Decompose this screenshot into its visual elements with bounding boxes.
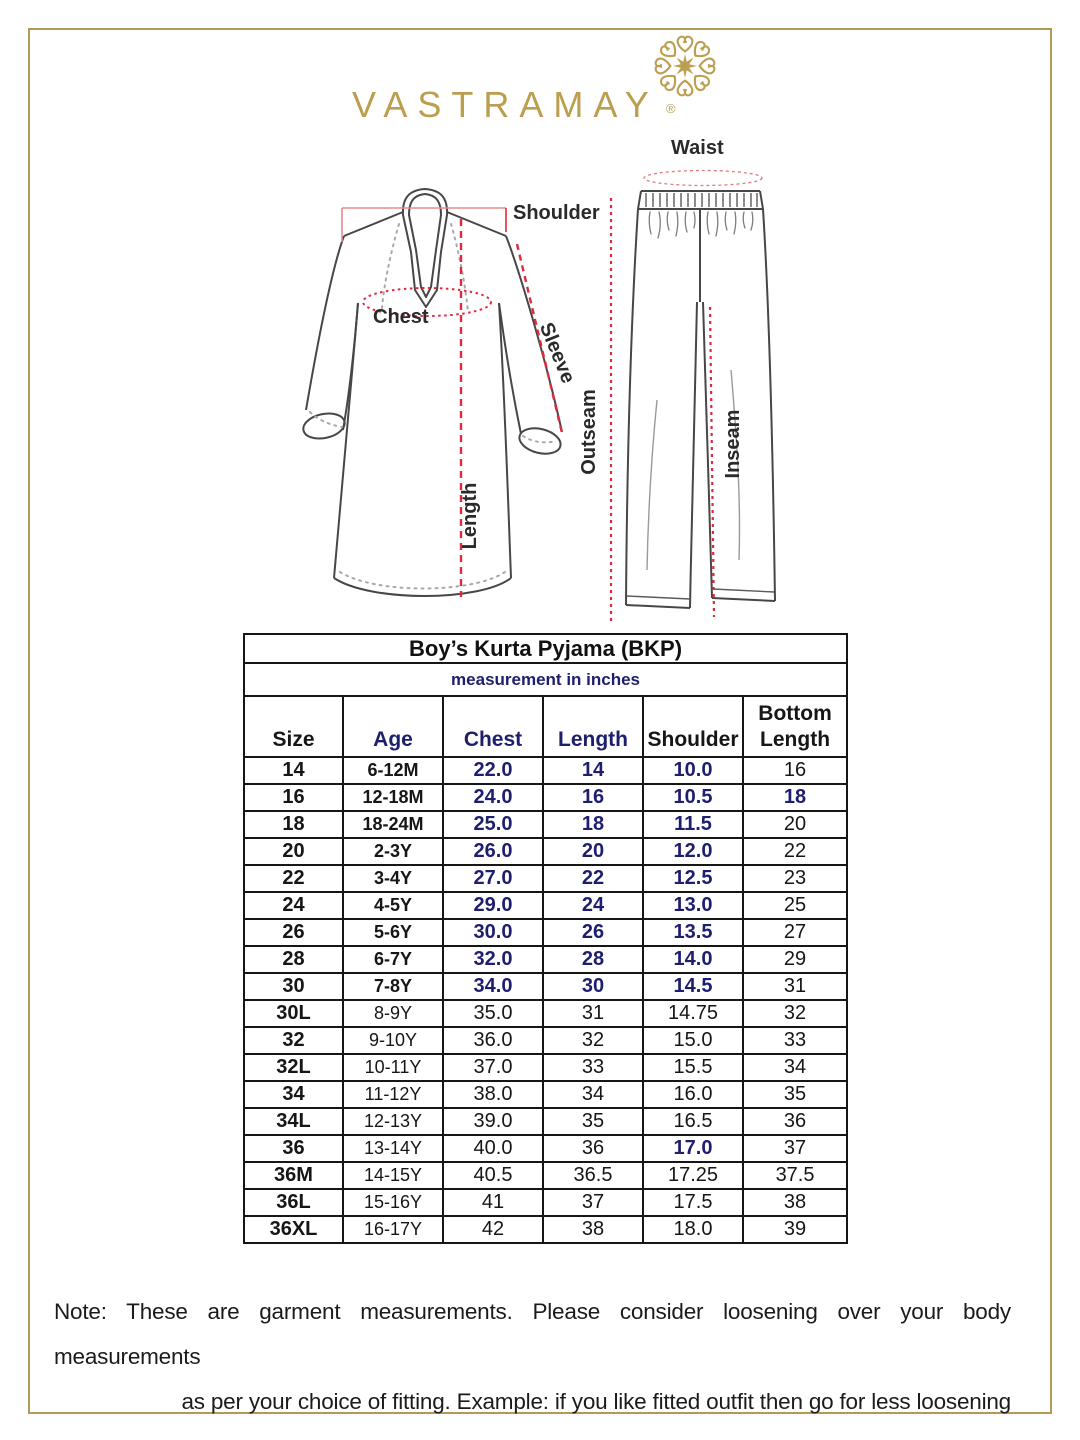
table-cell: 14.75: [643, 1000, 743, 1027]
table-cell: 17.0: [643, 1135, 743, 1162]
table-cell: 12-13Y: [343, 1108, 443, 1135]
table-row: [244, 1054, 847, 1081]
table-cell: 14.5: [643, 973, 743, 1000]
length-label: Length: [459, 482, 481, 550]
table-cell: 26: [543, 919, 643, 946]
table-cell: 36: [244, 1135, 343, 1162]
table-row: [244, 1135, 847, 1162]
table-cell: 38: [543, 1216, 643, 1243]
table-cell: 17.25: [643, 1162, 743, 1189]
table-cell: 13.5: [643, 919, 743, 946]
table-cell: 18-24M: [343, 811, 443, 838]
column-header: Chest: [443, 696, 543, 757]
table-row: [244, 784, 847, 811]
table-subtitle: measurement in inches: [244, 663, 847, 696]
table-cell: 35.0: [443, 1000, 543, 1027]
inseam-label: Inseam: [722, 409, 744, 479]
table-cell: 16: [244, 784, 343, 811]
table-row: [244, 1000, 847, 1027]
table-cell: 16: [743, 757, 847, 784]
table-cell: 37: [543, 1189, 643, 1216]
table-cell: 36M: [244, 1162, 343, 1189]
table-row: [244, 865, 847, 892]
table-cell: 36.5: [543, 1162, 643, 1189]
table-cell: 29: [743, 946, 847, 973]
table-cell: 24: [244, 892, 343, 919]
table-cell: 30: [244, 973, 343, 1000]
table-cell: 22: [543, 865, 643, 892]
table-cell: 12.5: [643, 865, 743, 892]
size-chart-table: [243, 633, 848, 1244]
table-cell: 26: [244, 919, 343, 946]
table-cell: 6-12M: [343, 757, 443, 784]
chest-label: Chest: [373, 306, 429, 328]
table-cell: 39.0: [443, 1108, 543, 1135]
brand-mandala-icon: [646, 33, 724, 99]
table-cell: 10-11Y: [343, 1054, 443, 1081]
table-cell: 14: [543, 757, 643, 784]
table-cell: 31: [743, 973, 847, 1000]
table-cell: 20: [743, 811, 847, 838]
table-row: [244, 946, 847, 973]
table-cell: 34: [543, 1081, 643, 1108]
table-row: [244, 973, 847, 1000]
column-header: Size: [244, 696, 343, 757]
table-cell: 30: [543, 973, 643, 1000]
table-cell: 18: [743, 784, 847, 811]
table-cell: 41: [443, 1189, 543, 1216]
table-cell: 42: [443, 1216, 543, 1243]
table-cell: 15.5: [643, 1054, 743, 1081]
table-cell: 34: [743, 1054, 847, 1081]
table-cell: 22.0: [443, 757, 543, 784]
table-row: [244, 1108, 847, 1135]
table-cell: 36.0: [443, 1027, 543, 1054]
column-header: Shoulder: [643, 696, 743, 757]
table-cell: 29.0: [443, 892, 543, 919]
table-cell: 14.0: [643, 946, 743, 973]
table-cell: 6-7Y: [343, 946, 443, 973]
table-cell: 12-18M: [343, 784, 443, 811]
table-cell: 16.0: [643, 1081, 743, 1108]
table-cell: 34L: [244, 1108, 343, 1135]
table-cell: 27.0: [443, 865, 543, 892]
table-cell: 33: [743, 1027, 847, 1054]
table-cell: 20: [543, 838, 643, 865]
table-cell: 11-12Y: [343, 1081, 443, 1108]
table-cell: 32.0: [443, 946, 543, 973]
table-cell: 20: [244, 838, 343, 865]
table-cell: 32: [543, 1027, 643, 1054]
table-cell: 25: [743, 892, 847, 919]
table-cell: 37: [743, 1135, 847, 1162]
waist-label: Waist: [671, 137, 724, 159]
table-row: [244, 1081, 847, 1108]
table-cell: 40.0: [443, 1135, 543, 1162]
table-cell: 37.0: [443, 1054, 543, 1081]
table-cell: 10.5: [643, 784, 743, 811]
size-table-header-row: [244, 696, 847, 757]
table-cell: 36: [543, 1135, 643, 1162]
table-cell: 25.0: [443, 811, 543, 838]
table-cell: 22: [743, 838, 847, 865]
table-cell: 28: [244, 946, 343, 973]
table-row: [244, 1189, 847, 1216]
table-cell: 32L: [244, 1054, 343, 1081]
table-cell: 12.0: [643, 838, 743, 865]
outseam-label: Outseam: [578, 389, 600, 475]
note-line-1: Note: These are garment measurements. Please consider loosening over your body measurements: [54, 1299, 1011, 1369]
column-header: Age: [343, 696, 443, 757]
table-cell: 35: [543, 1108, 643, 1135]
brand-logo-text: VASTRAMAY: [352, 84, 659, 125]
kurta-diagram: [280, 165, 580, 640]
table-cell: 24.0: [443, 784, 543, 811]
table-cell: 4-5Y: [343, 892, 443, 919]
table-row: [244, 838, 847, 865]
table-cell: 8-9Y: [343, 1000, 443, 1027]
table-cell: 13-14Y: [343, 1135, 443, 1162]
table-cell: 5-6Y: [343, 919, 443, 946]
column-header: Bottom Length: [743, 696, 847, 757]
table-cell: 15-16Y: [343, 1189, 443, 1216]
table-cell: 2-3Y: [343, 838, 443, 865]
table-cell: 10.0: [643, 757, 743, 784]
table-cell: 26.0: [443, 838, 543, 865]
pyjama-diagram: [595, 135, 810, 630]
table-cell: 40.5: [443, 1162, 543, 1189]
table-cell: 14-15Y: [343, 1162, 443, 1189]
table-title: Boy’s Kurta Pyjama (BKP): [244, 634, 847, 663]
table-cell: 36XL: [244, 1216, 343, 1243]
column-header: Length: [543, 696, 643, 757]
table-cell: 18: [244, 811, 343, 838]
registered-trademark: ®: [666, 101, 676, 116]
shoulder-label: Shoulder: [513, 202, 600, 224]
table-row: [244, 757, 847, 784]
note-line-2: as per your choice of fitting. Example: if you like fitted outfit then go for less loosening: [181, 1389, 1011, 1414]
table-subtitle-row: [244, 663, 847, 696]
table-cell: 38: [743, 1189, 847, 1216]
table-cell: 3-4Y: [343, 865, 443, 892]
table-cell: 36: [743, 1108, 847, 1135]
table-cell: 34: [244, 1081, 343, 1108]
table-cell: 7-8Y: [343, 973, 443, 1000]
table-row: [244, 1027, 847, 1054]
table-cell: 16.5: [643, 1108, 743, 1135]
table-cell: 11.5: [643, 811, 743, 838]
table-cell: 33: [543, 1054, 643, 1081]
table-cell: 15.0: [643, 1027, 743, 1054]
table-cell: 16-17Y: [343, 1216, 443, 1243]
table-cell: 36L: [244, 1189, 343, 1216]
table-row: [244, 811, 847, 838]
table-cell: 23: [743, 865, 847, 892]
table-cell: 18.0: [643, 1216, 743, 1243]
table-cell: 31: [543, 1000, 643, 1027]
table-cell: 32: [244, 1027, 343, 1054]
table-cell: 39: [743, 1216, 847, 1243]
table-title-row: [244, 634, 847, 663]
sleeve-label: Sleeve: [534, 319, 580, 387]
table-row: [244, 1216, 847, 1243]
table-cell: 28: [543, 946, 643, 973]
size-table-body: [244, 757, 847, 1243]
table-cell: 30.0: [443, 919, 543, 946]
table-cell: 17.5: [643, 1189, 743, 1216]
table-cell: 37.5: [743, 1162, 847, 1189]
table-cell: 34.0: [443, 973, 543, 1000]
measurement-note: [54, 1289, 1011, 1424]
table-cell: 27: [743, 919, 847, 946]
table-cell: 14: [244, 757, 343, 784]
table-cell: 9-10Y: [343, 1027, 443, 1054]
table-cell: 16: [543, 784, 643, 811]
table-row: [244, 1162, 847, 1189]
table-row: [244, 919, 847, 946]
table-cell: 35: [743, 1081, 847, 1108]
table-cell: 22: [244, 865, 343, 892]
table-cell: 18: [543, 811, 643, 838]
table-cell: 32: [743, 1000, 847, 1027]
table-cell: 30L: [244, 1000, 343, 1027]
table-cell: 24: [543, 892, 643, 919]
table-cell: 38.0: [443, 1081, 543, 1108]
table-row: [244, 892, 847, 919]
table-cell: 13.0: [643, 892, 743, 919]
